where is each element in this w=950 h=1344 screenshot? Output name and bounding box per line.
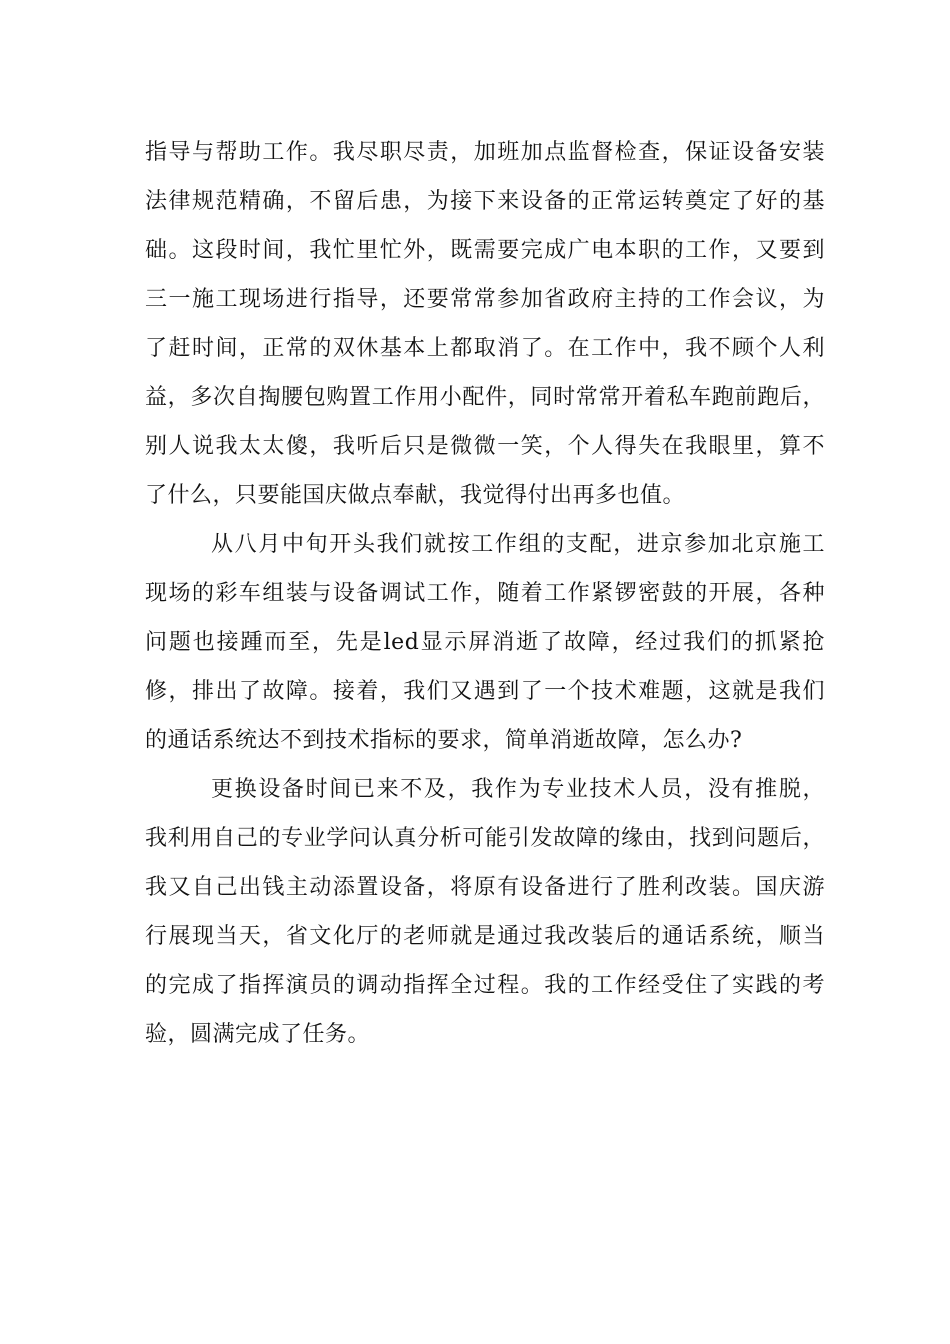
text-line: 指导与帮助工作。我尽职尽责，加班加点监督检查，保证设备安装 bbox=[145, 140, 825, 165]
text-line: 行展现当天，省文化厅的老师就是通过我改装后的通话系统，顺当 bbox=[145, 924, 825, 949]
text-line: 的完成了指挥演员的调动指挥全过程。我的工作经受住了实践的考 bbox=[145, 973, 825, 998]
text-line: 问题也接踵而至，先是led显示屏消逝了故障，经过我们的抓紧抢 bbox=[145, 630, 825, 655]
text-line: 我利用自己的专业学问认真分析可能引发故障的缘由，找到问题后， bbox=[145, 826, 825, 851]
document-body bbox=[145, 128, 825, 1059]
text-line: 更换设备时间已来不及，我作为专业技术人员，没有推脱， bbox=[211, 777, 825, 802]
text-line: 验，圆满完成了任务。 bbox=[145, 1022, 371, 1047]
text-line: 法律规范精确，不留后患，为接下来设备的正常运转奠定了好的基 bbox=[145, 189, 825, 214]
text-line: 三一施工现场进行指导，还要常常参加省政府主持的工作会议，为 bbox=[145, 287, 825, 312]
text-line: 的通话系统达不到技术指标的要求，简单消逝故障，怎么办? bbox=[145, 728, 743, 753]
text-line: 了赶时间，正常的双休基本上都取消了。在工作中，我不顾个人利 bbox=[145, 336, 825, 361]
paragraph-2 bbox=[145, 520, 825, 765]
paragraph-3 bbox=[145, 765, 825, 1059]
text-line: 修，排出了故障。接着，我们又遇到了一个技术难题，这就是我们 bbox=[145, 679, 825, 704]
text-line: 现场的彩车组装与设备调试工作，随着工作紧锣密鼓的开展，各种 bbox=[145, 581, 825, 606]
text-line: 益，多次自掏腰包购置工作用小配件，同时常常开着私车跑前跑后， bbox=[145, 385, 825, 410]
paragraph-1 bbox=[145, 128, 825, 520]
text-line: 别人说我太太傻，我听后只是微微一笑，个人得失在我眼里，算不 bbox=[145, 434, 825, 459]
text-line: 我又自己出钱主动添置设备，将原有设备进行了胜利改装。国庆游 bbox=[145, 875, 825, 900]
text-line: 从八月中旬开头我们就按工作组的支配，进京参加北京施工 bbox=[211, 532, 825, 557]
text-line: 了什么，只要能国庆做点奉献，我觉得付出再多也值。 bbox=[145, 483, 686, 508]
text-line: 础。这段时间，我忙里忙外，既需要完成广电本职的工作，又要到 bbox=[145, 238, 825, 263]
